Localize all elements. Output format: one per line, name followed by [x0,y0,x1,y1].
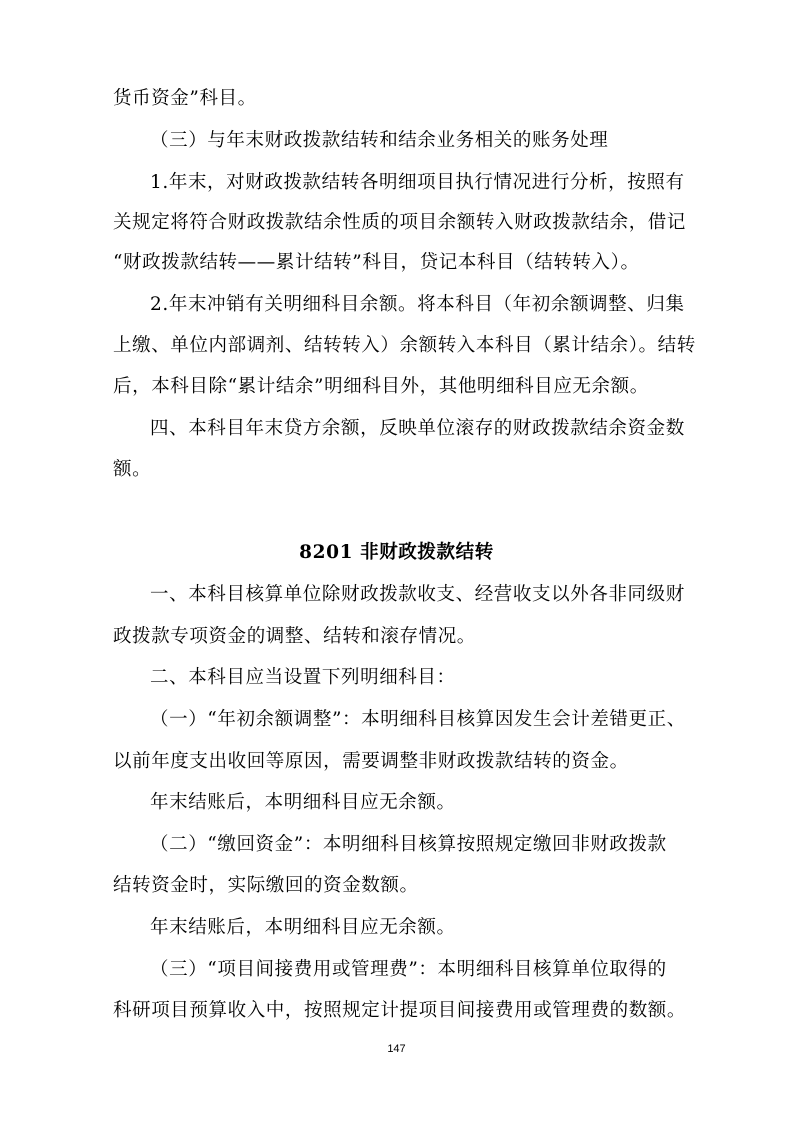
paragraph-line: 结转资金时，实际缴回的资金数额。 [113,875,419,896]
paragraph-line: 科研项目预算收入中，按照规定计提项目间接费用或管理费的数额。 [113,1000,687,1021]
paragraph-line: 上缴、单位内部调剂、结转转入）余额转入本科目（累计结余）。结转 [113,335,696,356]
page-number: 147 [387,1043,406,1055]
paragraph-line: 1.年末，对财政拨款结转各明细项目执行情况进行分析，按照有 [150,172,685,193]
paragraph-line: 2.年末冲销有关明细科目余额。将本科目（年初余额调整、归集 [150,294,685,315]
subsection-title: （三）与年末财政拨款结转和结余业务相关的账务处理 [150,130,609,151]
paragraph-line: （二）“缴回资金”：本明细科目核算按照规定缴回非财政拨款 [150,834,667,855]
paragraph-line: 后，本科目除“累计结余”明细科目外，其他明细科目应无余额。 [113,376,649,397]
paragraph-line: 关规定将符合财政拨款结余性质的项目余额转入财政拨款结余，借记 [113,212,687,233]
paragraph-line: 一、本科目核算单位除财政拨款收支、经营收支以外各非同级财 [150,584,685,605]
paragraph-line: 额。 [113,459,152,480]
paragraph-line: 二、本科目应当设置下列明细科目： [150,667,456,688]
paragraph-line: （一）“年初余额调整”：本明细科目核算因发生会计差错更正、 [150,709,686,730]
paragraph-line: 政拨款专项资金的调整、结转和滚存情况。 [113,626,476,647]
paragraph-line: 货币资金”科目。 [113,88,257,109]
section-heading: 8201 非财政拨款结转 [299,542,494,563]
paragraph-line: 以前年度支出收回等原因，需要调整非财政拨款结转的资金。 [113,751,629,772]
paragraph-line: 年末结账后，本明细科目应无余额。 [150,792,456,813]
paragraph-line: 年末结账后，本明细科目应无余额。 [150,917,456,938]
paragraph-line: 四、本科目年末贷方余额，反映单位滚存的财政拨款结余资金数 [150,418,685,439]
paragraph-line: “财政拨款结转——累计结转”科目，贷记本科目（结转转入）。 [113,252,640,273]
paragraph-line: （三）“项目间接费用或管理费”：本明细科目核算单位取得的 [150,959,667,980]
